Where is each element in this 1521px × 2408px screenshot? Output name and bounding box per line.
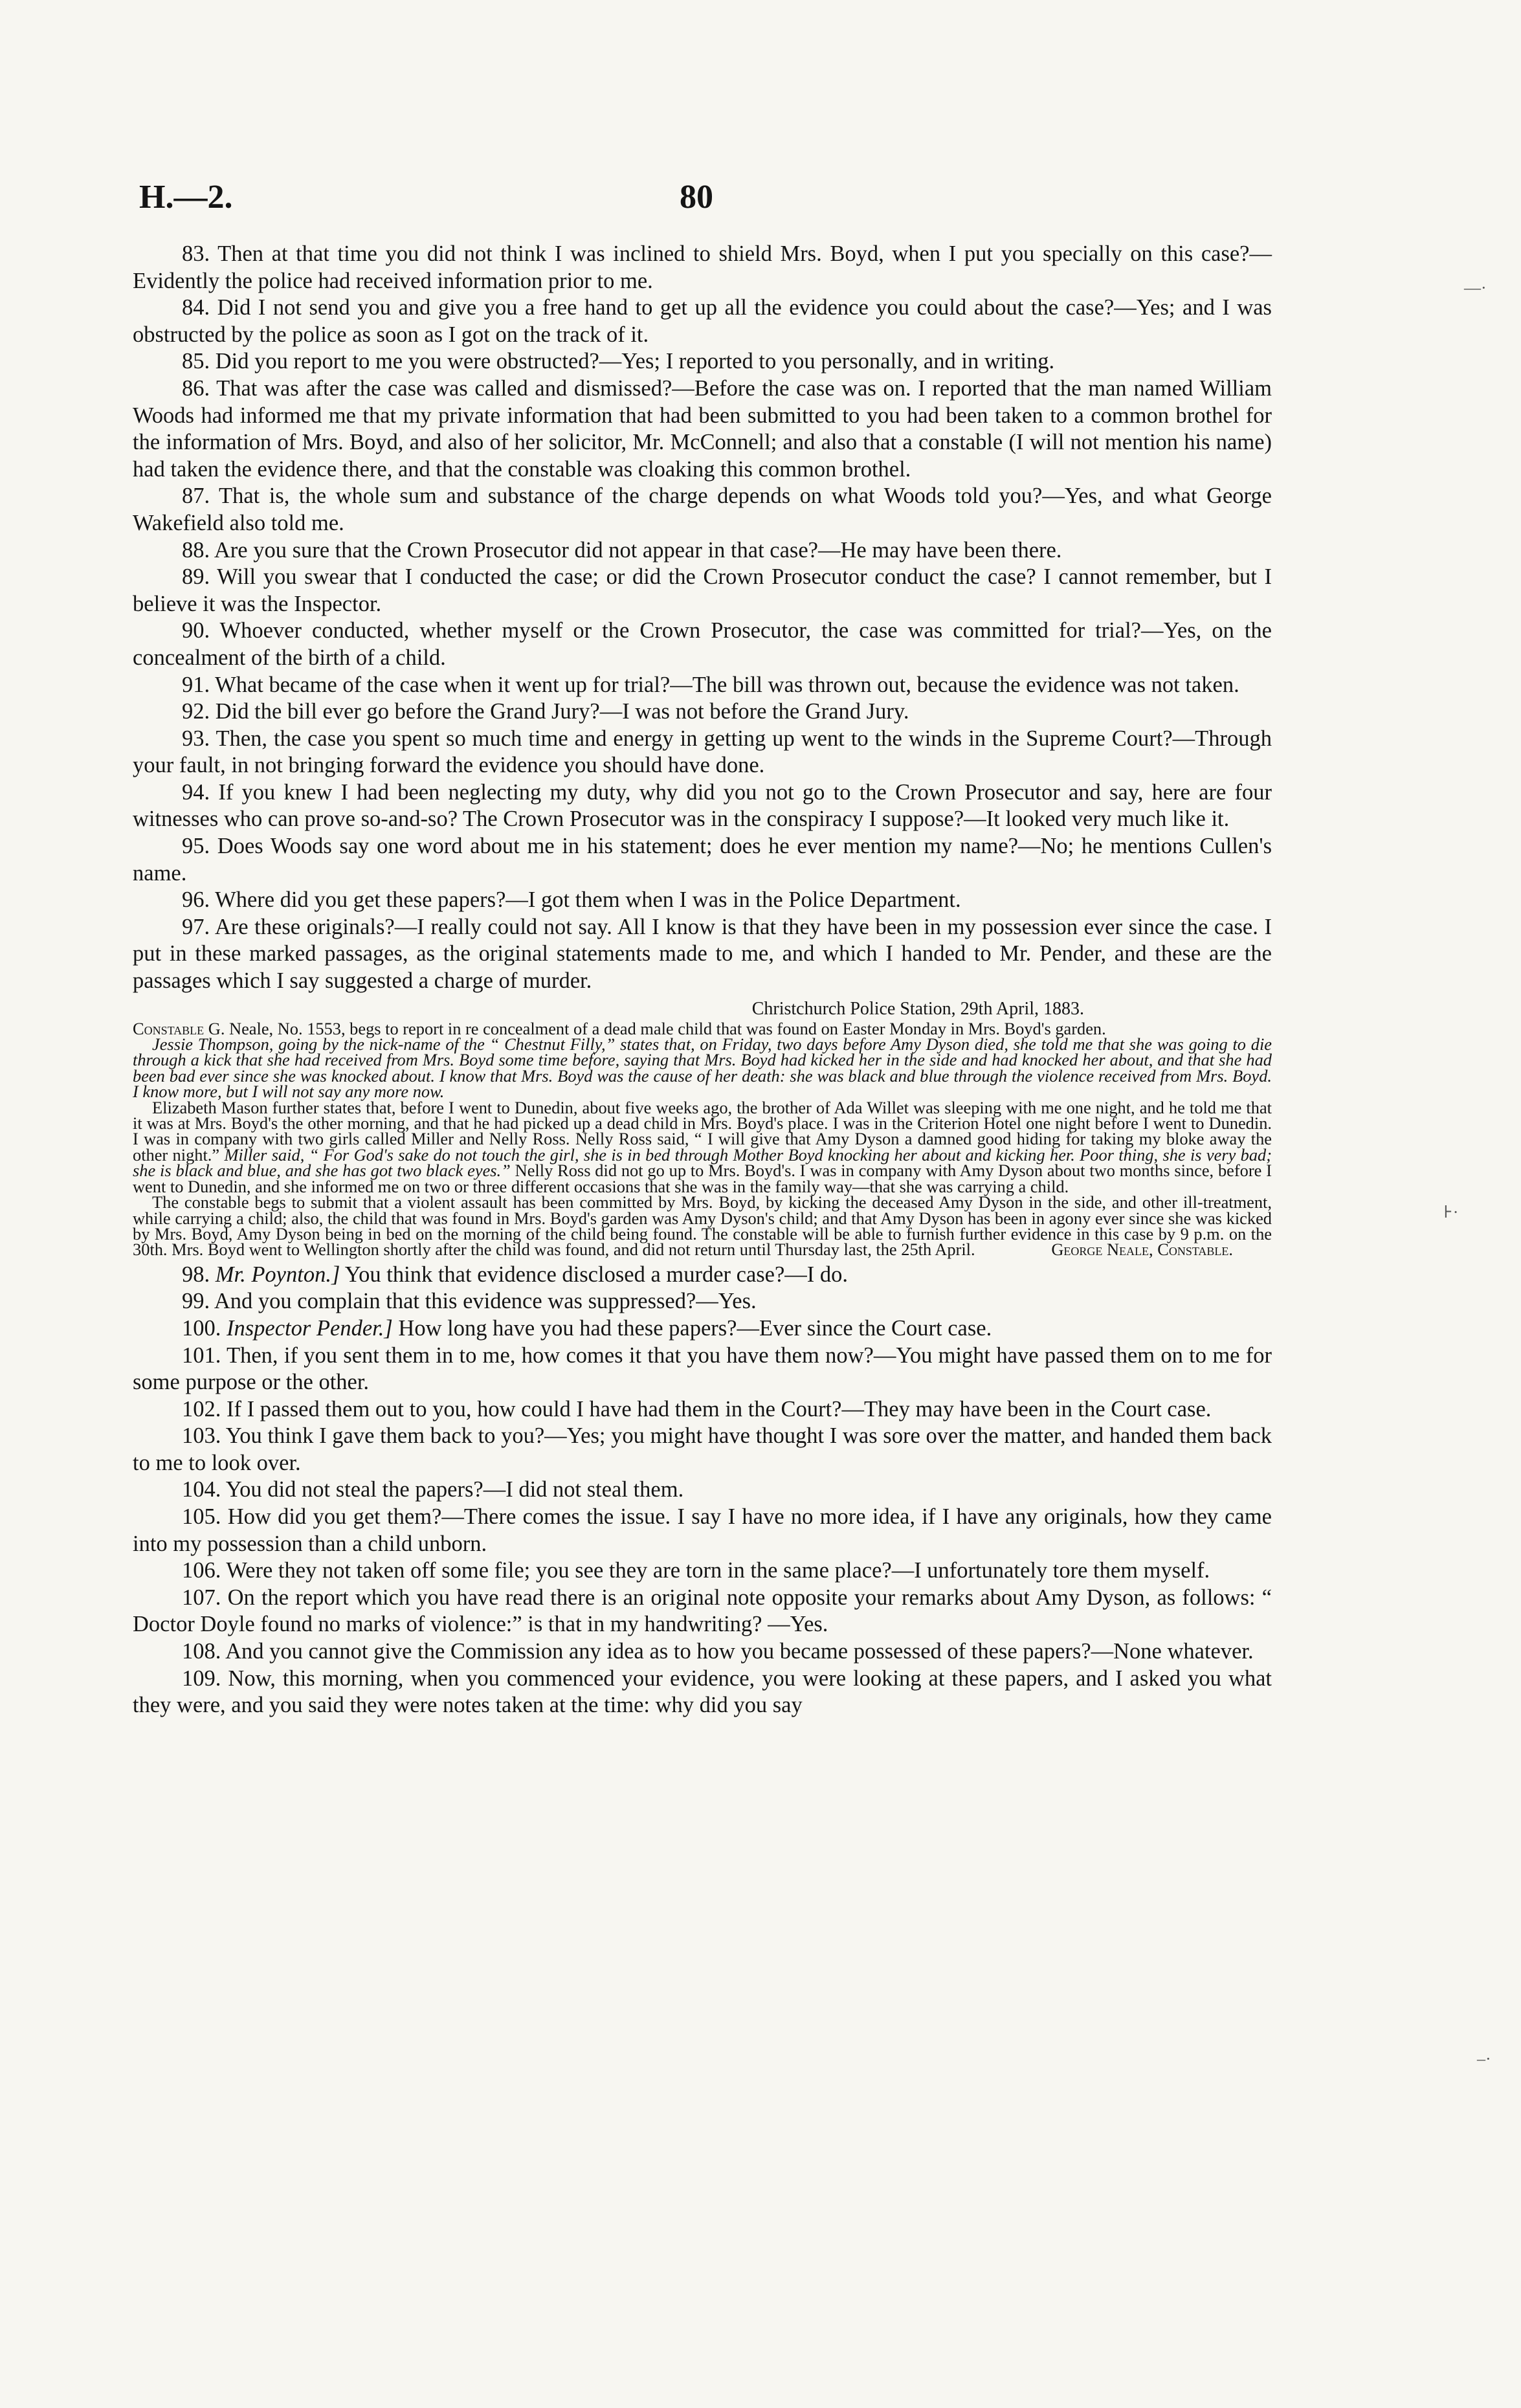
question-109: 109. Now, this morning, when you commenced your evidence, you were looking at these papers, and I asked you what they were, and you said they were notes taken at the time: why did you say <box>133 1666 1272 1718</box>
question-86: 86. That was after the case was called and dismissed?—Before the case was on. I reported that the man named William Woods had informed me that my private information that had been submitted to you had been taken to a common brothel for the information of Mrs. Boyd, and also of her solicitor, Mr. McConnell; and also that a constable (I will not mention his name) had taken the evidence there, and that the constable was cloaking this common brothel. <box>133 375 1272 482</box>
question-84: 84. Did I not send you and give you a free hand to get up all the evidence you could about the case?—Yes; and I was obstructed by the police as soon as I got on the track of it. <box>133 295 1272 347</box>
question-103: 103. You think I gave them back to you?—Yes; you might have thought I was sore over the matter, and handed them back to me to look over. <box>133 1423 1272 1475</box>
question-99: 99. And you complain that this evidence was suppressed?—Yes. <box>182 1289 757 1314</box>
question-88: 88. Are you sure that the Crown Prosecutor did not appear in that case?—He may have been there. <box>182 537 1062 563</box>
document-reference: H.—2. <box>139 179 233 216</box>
question-100: 100. Inspector Pender.] How long have you had these papers?—Ever since the Court case. <box>182 1315 992 1341</box>
question-83: 83. Then at that time you did not think I was inclined to shield Mrs. Boyd, when I put you specially on this case?—Evidently the police had received information prior to me. <box>133 241 1272 293</box>
question-85: 85. Did you report to me you were obstructed?—Yes; I reported to you personally, and in writing. <box>182 349 1055 374</box>
question-104: 104. You did not steal the papers?—I did not steal them. <box>182 1477 684 1502</box>
page-number: 80 <box>680 179 713 216</box>
margin-mark: –· <box>1477 2049 1491 2068</box>
question-93: 93. Then, the case you spent so much time and energy in getting up went to the winds in the Supreme Court?—Through your fault, in not bringing forward the evidence you should have done. <box>133 726 1272 778</box>
question-92: 92. Did the bill ever go before the Grand Jury?—I was not before the Grand Jury. <box>182 699 909 724</box>
report-paragraph: The constable begs to submit that a violent assault has been committed by Mrs. Boyd, by kicking the deceased Amy Dyson in the side, and other ill-treatment, while carrying a child; also, the child that was found in Mrs. Boyd's garden was Amy Dyson's child; and that Amy Dyson has been in agony ever since she was kicked by Mrs. Boyd, Amy Dyson being in bed on the morning of the child being found. The constable will be able to furnish further evidence in this case by 9 p.m. on the 30th. Mrs. Boyd went to Wellington shortly after the child was found, and did not return until Thursday last, the 25th April. George Neale, Constable. <box>133 1192 1272 1260</box>
report-signature: George Neale, Constable. <box>1051 1240 1233 1260</box>
question-105: 105. How did you get them?—There comes the issue. I say I have no more idea, if I have any originals, how they came into my possession than a child unborn. <box>133 1504 1272 1556</box>
question-90: 90. Whoever conducted, whether myself or the Crown Prosecutor, the case was committed for trial?—Yes, on the concealment of the birth of a child. <box>133 618 1272 670</box>
report-rank: Constable <box>133 1018 205 1038</box>
question-91: 91. What became of the case when it went up for trial?—The bill was thrown out, because the evidence was not taken. <box>182 672 1239 697</box>
question-97: 97. Are these originals?—I really could not say. All I know is that they have been in my possession ever since the case. I put in these marked passages, as the original statements made to me, and which I handed to Mr. Pender, and these are the passages which I say suggested a charge of murder. <box>133 914 1272 994</box>
report-paragraph: Elizabeth Mason further states that, before I went to Dunedin, about five weeks ago, the brother of Ada Willet was sleeping with me one night, and he told me that it was at Mrs. Boyd's the other morning, and that he had picked up a dead child in Mrs. Boyd's place. I was in the Criterion Hotel one night before I went to Dunedin. I was in company with two girls called Miller and Nelly Ross. Nelly Ross said, “ I will give that Amy Dyson a damned good hiding for taking my bloke away the other night.” Miller said, “ For God's sake do not touch the girl, she is in bed through Mother Boyd knocking her about and kicking her. Poor thing, she is very bad; she is black and blue, and she has got two black eyes.” Nelly Ross did not go up to Mrs. Boyd's. I was in company with Amy Dyson about two months since, before I went to Dunedin, and she informed me on two or three different occasions that she was in the family way—that she was carrying a child. <box>133 1097 1272 1196</box>
question-96: 96. Where did you get these papers?—I got them when I was in the Police Department. <box>182 887 961 913</box>
margin-mark: —· <box>1464 278 1487 297</box>
question-107: 107. On the report which you have read there is an original note opposite your remarks about Amy Dyson, as follows: “ Doctor Doyle found no marks of violence:” is that in my handwriting? —Yes. <box>133 1585 1272 1637</box>
report-paragraph: Jessie Thompson, going by the nick-name of the “ Chestnut Filly,” states that, on Friday, two days before Amy Dyson died, she told me that she was going to die through a kick that she had received from Mrs. Boyd some time before, saying that Mrs. Boyd had kicked her in the side and had knocked her about, and that she had been bad ever since she was knocked about. I know that Mrs. Boyd was the cause of her death: she was black and blue through the violence received from Mrs. Boyd. I know more, but I will not say any more now. <box>133 1034 1272 1102</box>
question-94: 94. If you knew I had been neglecting my duty, why did you not go to the Crown Prosecutor and say, here are four witnesses who can prove so-and-so? The Crown Prosecutor was in the conspiracy I suppose?—It looked very much like it. <box>133 779 1272 832</box>
question-101: 101. Then, if you sent them in to me, how comes it that you have them now?—You might have passed them on to me for some purpose or the other. <box>133 1343 1272 1395</box>
question-98: 98. Mr. Poynton.] You think that evidence disclosed a murder case?—I do. <box>182 1262 849 1287</box>
margin-mark: ⊦· <box>1443 1203 1459 1221</box>
page-header <box>133 178 1272 236</box>
report-place-date: Christchurch Police Station, 29th April, 1883. <box>751 998 1084 1019</box>
police-report <box>133 999 1272 1258</box>
question-106: 106. Were they not taken off some file; you see they are torn in the same place?—I unfortunately tore them myself. <box>182 1558 1210 1583</box>
question-108: 108. And you cannot give the Commission any idea as to how you became possessed of these papers?—None whatever. <box>182 1639 1254 1664</box>
report-paragraph: Constable G. Neale, No. 1553, begs to report in re concealment of a dead male child that was found on Easter Monday in Mrs. Boyd's garden. <box>133 1018 1106 1038</box>
question-95: 95. Does Woods say one word about me in his statement; does he ever mention my name?—No; he mentions Cullen's name. <box>133 834 1272 886</box>
question-89: 89. Will you swear that I conducted the case; or did the Crown Prosecutor conduct the case? I cannot remember, but I believe it was the Inspector. <box>133 564 1272 616</box>
evidence-text <box>133 241 1272 1719</box>
question-87: 87. That is, the whole sum and substance of the charge depends on what Woods told you?—Yes, and what George Wakefield also told me. <box>133 484 1272 535</box>
question-102: 102. If I passed them out to you, how could I have had them in the Court?—They may have been in the Court case. <box>182 1396 1212 1421</box>
